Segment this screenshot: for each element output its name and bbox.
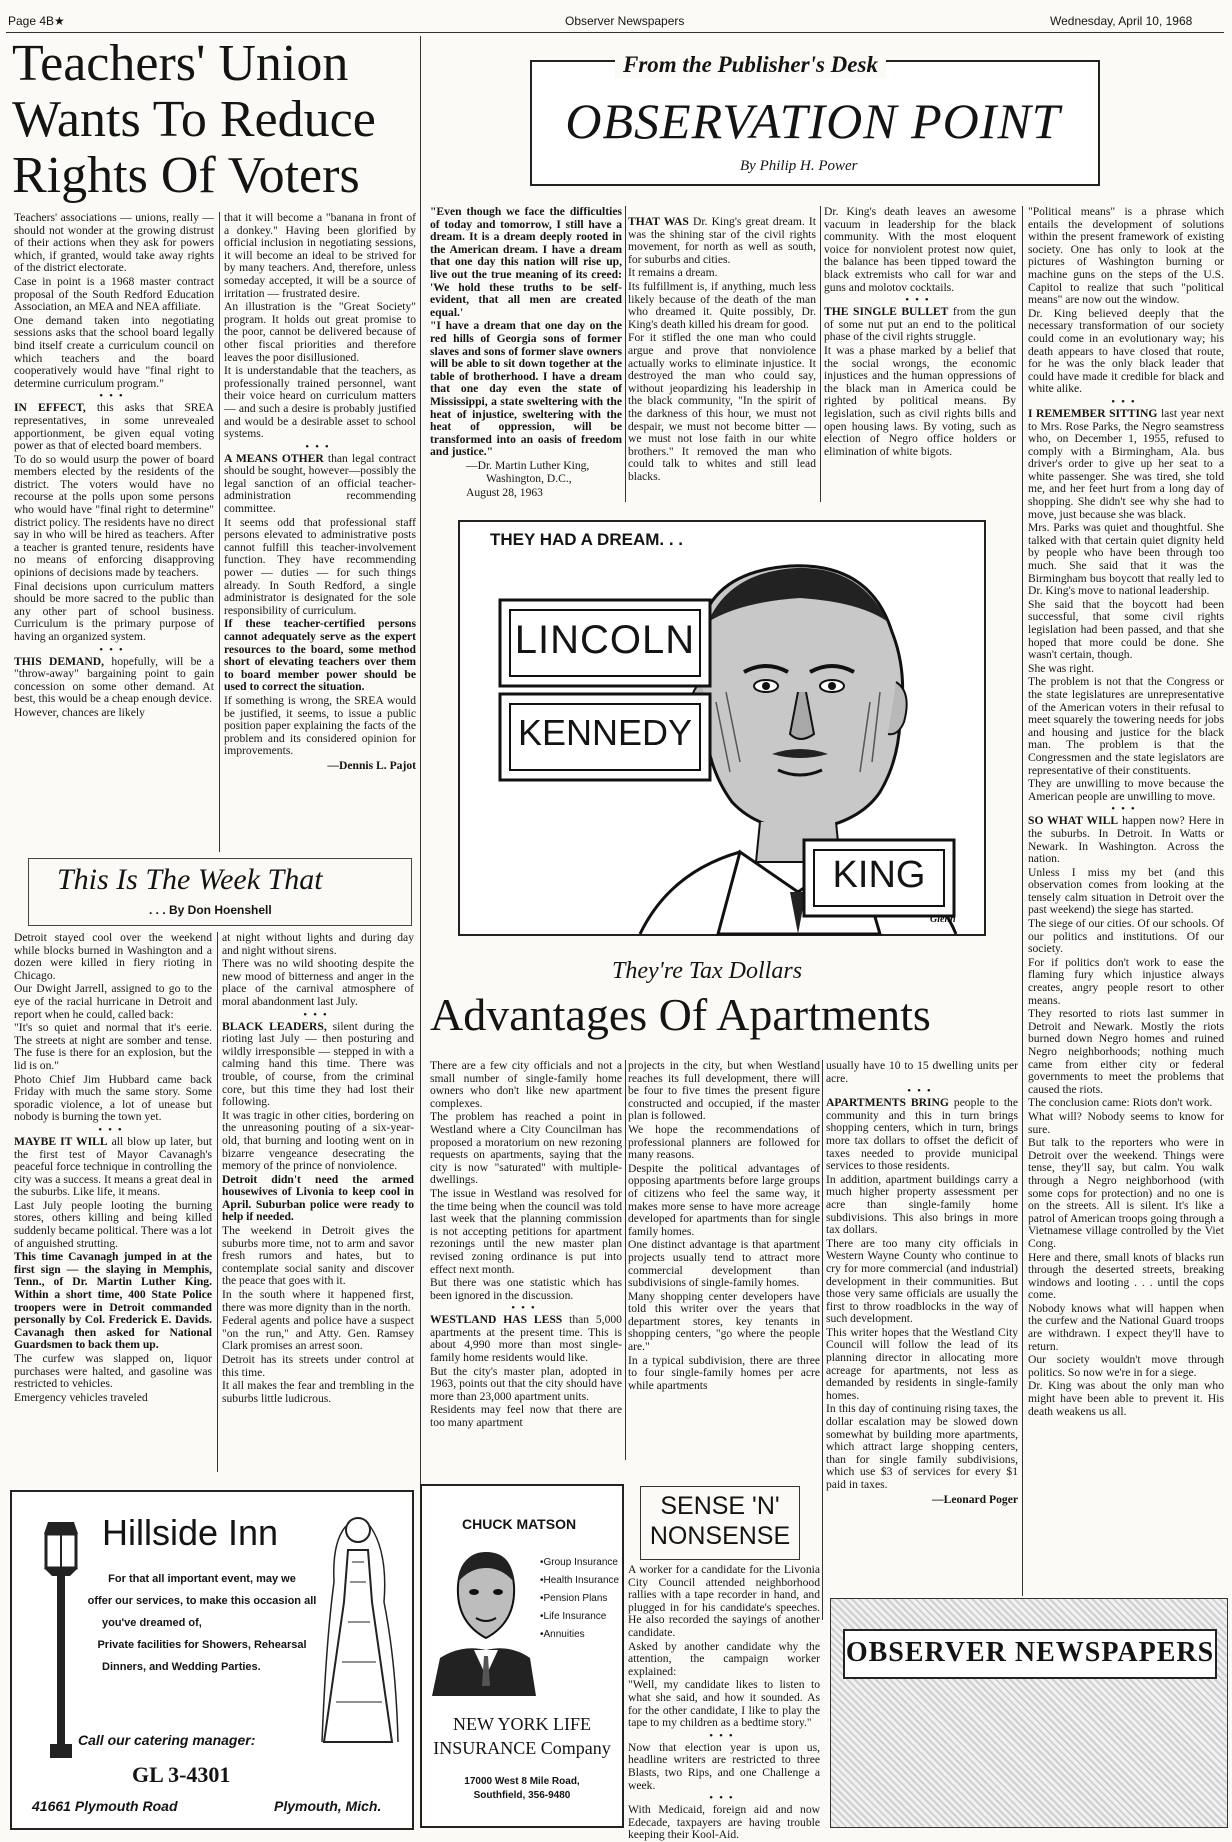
copy-line: Private facilities for Showers, Rehearsal bbox=[97, 1639, 307, 1651]
paragraph bbox=[1028, 408, 1224, 521]
section-dots: ••• bbox=[1111, 395, 1141, 408]
service-item: •Health Insurance bbox=[540, 1575, 620, 1586]
apartments-headline: Advantages Of Apartments bbox=[430, 989, 931, 1040]
paragraph bbox=[14, 1251, 212, 1352]
lead-in: A MEANS OTHER bbox=[224, 451, 324, 465]
paragraph-text: than legal contract should be sought, however—possibly the legal sanction of an official teacher-administration recommending committee. bbox=[224, 451, 416, 516]
sign-king: KING bbox=[832, 854, 926, 896]
paragraph bbox=[222, 1021, 414, 1109]
paragraph: Teachers' associations — unions, really — should not wonder at the growing distrust of their actions when they ask for powers which, if granted, would take away rights of the district electorate. bbox=[14, 211, 214, 275]
paragraph-text: last year next to Mrs. Rose Parks, the Negro seamstress who, on December 1, 1955, refused to comply with a Birmingham, Ala. bus driver's order to give up her seat to a white passenger. She was tired, she told me, and her feet hurt from a long day of shopping. She didn't see why she had to move, just because she was black. bbox=[1028, 406, 1224, 521]
publisher-column-4 bbox=[1028, 206, 1224, 1626]
bride-illustration bbox=[312, 1502, 404, 1752]
paragraph bbox=[222, 1174, 414, 1224]
header-rule bbox=[6, 32, 1224, 33]
observer-banner-inner bbox=[843, 1629, 1217, 1679]
paragraph: Our Dwight Jarrell, assigned to go to the eye of the racial hurricane in Detroit and report when he could, called back: bbox=[14, 982, 212, 1021]
paragraph bbox=[14, 402, 214, 452]
section-dots: ••• bbox=[99, 643, 129, 656]
catering-phone: GL 3-4301 bbox=[132, 1762, 231, 1787]
headline-line-3: Rights Of Voters bbox=[12, 147, 360, 204]
company-line: NEW YORK LIFE bbox=[453, 1714, 591, 1734]
paragraph-text: people to the community and this in turn brings shopping centers, which in turn, brings more tax dollars to offset the deficit of taxes needed to provide municipal services to those residents. bbox=[826, 1096, 1018, 1173]
paragraph: It remains a dream. bbox=[628, 266, 718, 280]
paragraph: Despite the political advantages of opposing apartments before large groups of citizens who feel the same way, it makes more sense to have more acreage developed for apartments than for single family homes. bbox=[628, 1161, 820, 1238]
paragraph: She said that the boycott had been successful, that some civil rights legislation had been passed, and that she hoped that more could be done. She wasn't certain, though. bbox=[1028, 597, 1224, 662]
paper-name: Observer Newspapers bbox=[565, 14, 685, 28]
publisher-byline: By Philip H. Power bbox=[740, 158, 858, 174]
paragraph: There are a few city officials and not a small number of single-family home owners who don't like new apartment complexes. bbox=[430, 1059, 622, 1110]
hillside-city: Plymouth, Mich. bbox=[274, 1798, 382, 1814]
paragraph: But the city's master plan, adopted in 1963, points out that the city should have more than 23,000 apartment units. bbox=[430, 1364, 622, 1403]
paragraph: The issue in Westland was resolved for the time being when the council was told last week that the planning commission is not accepting petitions for apartment rezonings until the new master plan revised zoning ordinance is put into effect next month. bbox=[430, 1186, 622, 1276]
paragraph: We hope the recommendations of professional planners are followed for many reasons. bbox=[628, 1122, 820, 1162]
paragraph: They are unwilling to move because the American people are unwilling to move. bbox=[1028, 777, 1224, 803]
paragraph: Dr. King's death leaves an awesome vacuum in leadership for the black community. With the most eloquent voice for nonviolent protest now quiet, the balance has been tipped toward the black extremists who call for war and guns and molotov cocktails. bbox=[824, 205, 1016, 294]
quote-date: August 28, 1963 bbox=[466, 486, 543, 500]
paragraph: But talk to the reporters who were in Detroit over the weekend. Things were tense, they'll say, but calm. You walk through a Negro neighborhood (with some cops for protection) and no one is on the streets. All is silent. It's like a patrol of American troops going through a Vietnamese village controlled by the Viet Cong. bbox=[1028, 1136, 1224, 1250]
sense-title-box bbox=[640, 1486, 800, 1560]
paragraph: One demand taken into negotiating sessions asks that the school board legally bind itself create a curriculum council on which teachers and the board cooperatively would have "final right to determine curriculum program." bbox=[14, 313, 214, 390]
lead-in: WESTLAND HAS LESS bbox=[430, 1313, 563, 1327]
copy-line: you've dreamed of, bbox=[102, 1617, 202, 1629]
paragraph: Its fulfillment is, if anything, much less likely because of the death of the man who dreamed it. Quite possibly, Dr. King's death killed his dream for good. bbox=[628, 279, 816, 331]
apartments-kicker: They're Tax Dollars bbox=[612, 958, 803, 984]
paragraph: projects in the city, but when Westland reaches its full development, there will be four to five times the present figure constructed and occupied, if the master plan is followed. bbox=[628, 1059, 820, 1123]
teachers-byline: —Dennis L. Pajot bbox=[327, 758, 416, 772]
matson-name: CHUCK MATSON bbox=[462, 1516, 577, 1532]
paragraph: Here and there, small knots of blacks run through the deserted streets, breaking windows and looting . . . until the cops come. bbox=[1028, 1250, 1224, 1302]
paragraph bbox=[430, 1314, 622, 1364]
hillside-address: 41661 Plymouth Road bbox=[32, 1798, 178, 1814]
paragraph: "Well, my candidate likes to listen to what she said, and how it sounded. As for the other candidate, I like to play the tape to my children as a bedtime story." bbox=[628, 1678, 820, 1730]
matson-services bbox=[540, 1556, 620, 1641]
paragraph: Our society wouldn't move through politics. So now we're in for a siege. bbox=[1028, 1353, 1224, 1379]
paragraph-text: silent during the rioting last July — then posturing and wildly irresponsible — stepped in with a calming hand this time. There was trouble, of course, from the criminal core, but this time they had lost their following. bbox=[222, 1019, 414, 1109]
observation-point-title: OBSERVATION POINT bbox=[565, 93, 1061, 149]
paragraph-text: from the gun of some nut put an end to the political phase of the civil rights struggle. bbox=[824, 305, 1016, 344]
teachers-headline bbox=[12, 36, 412, 204]
column-rule bbox=[219, 212, 220, 852]
king-cartoon bbox=[458, 520, 986, 936]
column-rule bbox=[1022, 206, 1023, 1596]
paragraph: In a typical subdivision, there are three to four single-family homes per acre while apartments bbox=[628, 1353, 820, 1392]
paragraph: It seems odd that professional staff persons elevated to administrative posts cannot fulfill this teacher-involvement function. They have recommending power — duties — for such things already. In South Redford, a single administrator is designated for the sole responsibility of curriculum. bbox=[224, 515, 416, 617]
paragraph: It is understandable that the teachers, as professionally trained personnel, want their voice heard on curriculum matters — and such a desire is probably justified and would be a desirable asset to school systems. bbox=[224, 364, 416, 441]
king-quote-column bbox=[430, 206, 622, 506]
paragraph: An illustration is the "Great Society" program. It holds out great promise to the poor, cannot be delivered because of other fiscal priorities and therefore leaves the poor disillusioned. bbox=[224, 300, 416, 364]
paragraph: Mrs. Parks was quiet and thoughtful. She talked with that certain quiet dignity held by people who have been through too much. She said that it was the Birmingham bus boycott that really led to Dr. King's move to national leadership. bbox=[1028, 521, 1224, 598]
paragraph: In this day of continuing rising taxes, the dollar escalation may be slowed down somewhat by building more apartments, which attract large shopping centers, than for single family subdivisions, which use $3 of services for every $1 paid in taxes. bbox=[826, 1402, 1018, 1491]
matson-portrait bbox=[432, 1546, 536, 1696]
paragraph-text: hopefully, will be a "throw-away" bargaining point to gain concession on some other demand. At best, this would be a cheap enough device. bbox=[14, 654, 214, 706]
apartments-column-2 bbox=[628, 1060, 820, 1460]
publisher-kicker bbox=[615, 52, 886, 78]
hillside-inn-name: Hillside Inn bbox=[102, 1512, 279, 1553]
column-rule bbox=[217, 932, 218, 1472]
copy-line: Dinners, and Wedding Parties. bbox=[102, 1661, 261, 1673]
column-rule bbox=[625, 206, 626, 502]
section-dots: ••• bbox=[99, 390, 129, 403]
paragraph: With Medicaid, foreign aid and now Edecade, taxpayers are having trouble keeping their Kool-Aid. bbox=[628, 1803, 820, 1842]
paragraph: Unless I miss my bet (and this observation comes from looking at the tensely calm situation in Detroit over the past weekend) the siege has started. bbox=[1028, 865, 1224, 917]
column-rule bbox=[625, 1060, 626, 1460]
paragraph-text: this asks that SREA representatives, in some unrevealed apportionment, be given equal voting power as that of elected board members. bbox=[14, 401, 214, 453]
quote-text: "Even though we face the difficulties of today and tomorrow, I still have a dream. It is a dream deeply rooted in the American dream. I have a dream that one day this nation will rise up, live out the true meaning of its creed: 'We hold these truths to be self-evident, that all men are created equal.' bbox=[430, 205, 622, 319]
paragraph: The curfew was slapped on, liquor purchases were halted, and gasoline was restricted to vehicles. bbox=[14, 1352, 212, 1391]
hillside-inn-ad bbox=[10, 1490, 414, 1830]
company-line: INSURANCE Company bbox=[433, 1738, 611, 1758]
cartoon-caption: THEY HAD A DREAM. . . bbox=[490, 530, 683, 549]
paragraph: Nobody knows what will happen when the curfew and the National Guard troops are withdrawn. I expect they'll have to return. bbox=[1028, 1301, 1224, 1353]
paragraph: that it will become a "banana in front of a donkey." Having been glorified by official inclusion in negotiating sessions, it will become an ideal to be strived for by many teachers. And, therefore, unless someday accepted, it will be a source of irritation — frustrated desire. bbox=[224, 211, 416, 300]
paragraph: The problem is not that the Congress or the state legislatures are unrepresentative of the American voters in their refusal to meet squarely the towering needs for jobs and housing and justice for the black man. The problem is that the Congressmen and the state legislators are representative of their constituents. bbox=[1028, 675, 1224, 777]
paragraph: Last July people looting the burning stores, others killing and being killed suddenly became political. There was a lot of anguished strutting. bbox=[14, 1198, 212, 1250]
paragraph bbox=[826, 1097, 1018, 1173]
paragraph: There are too many city officials in Western Wayne County who continue to cry for more commercial (and industrial) development in their communities. But those very same officials are usually the first to throw roadblocks in the way of such development. bbox=[826, 1236, 1018, 1326]
paragraph: But there was one statistic which has been ignored in the discussion. bbox=[430, 1276, 622, 1302]
cartoonist-signature: Glenn bbox=[930, 914, 956, 925]
paragraph bbox=[14, 1136, 212, 1199]
week-title-box bbox=[28, 858, 412, 926]
quote-text: "I have a dream that one day on the red hills of Georgia sons of former slaves and sons of former slave owners will be able to sit down together at the table of brotherhood. I have a dream that one day even the state of Mississippi, a state sweltering with the heat of injustice, sweltering with the heat of oppression, will be transformed into an oasis of freedom and justice." bbox=[430, 319, 622, 459]
paragraph: What will? Nobody seems to know for sure. bbox=[1028, 1109, 1224, 1136]
paragraph: Detroit stayed cool over the weekend while blocks burned in Washington and a dozen were killed in fiery rioting in Chicago. bbox=[14, 931, 212, 982]
paragraph: In addition, apartment buildings carry a much higher property assessment per acre than single-family home subdivisions. This also brings in more tax dollars. bbox=[826, 1172, 1018, 1237]
bold-paragraph: This time Cavanagh jumped in at the first sign — the slaying in Memphis, Tenn., of Dr. Martin Luther King. Within a short time, 400 State Police troopers were in Detroit commanded personally by Col. Frederick E. Davids. Cavanagh then asked for National Guardsmen to back them up. bbox=[14, 1250, 212, 1352]
paragraph-text: all blow up later, but the first test of Mayor Cavanagh's peaceful force technique in controlling the city was a success. It means a great deal in the suburbs. Like life, it means. bbox=[14, 1134, 212, 1199]
service-item: •Life Insurance bbox=[540, 1611, 607, 1622]
section-dots: ••• bbox=[303, 1008, 333, 1021]
paragraph: It was tragic in other cities, bordering on the unreasoning pouting of a six-year-old, that burning and looting went on in bizarre vengeance desecrating the memory of the prince of nonviolence. bbox=[222, 1108, 414, 1173]
week-byline: . . . By Don Hoenshell bbox=[149, 903, 272, 917]
lead-in: I REMEMBER SITTING bbox=[1028, 406, 1158, 420]
section-dots: ••• bbox=[1111, 803, 1141, 816]
publisher-column-2 bbox=[628, 216, 816, 512]
apartments-column-1 bbox=[430, 1060, 622, 1472]
paragraph: If something is wrong, the SREA would be justified, it seems, to issue a public position paper explaining the facts of the problem and its considered opinion for improvements. bbox=[224, 693, 416, 758]
lead-in: APARTMENTS BRING bbox=[826, 1096, 949, 1110]
paragraph: Many shopping center developers have told this writer over the years that department stores, key tenants in shopping centers, "go where the people are." bbox=[628, 1289, 820, 1354]
matson-company bbox=[432, 1712, 612, 1760]
kicker-text: From the Publisher's Desk bbox=[623, 52, 878, 77]
section-dots: ••• bbox=[709, 1729, 739, 1742]
copy-line: For that all important event, may we bbox=[108, 1573, 296, 1585]
observer-banner-text: OBSERVER NEWSPAPERS bbox=[845, 1637, 1215, 1668]
chuck-matson-ad bbox=[420, 1484, 624, 1828]
paragraph: "It's so quiet and normal that it's eerie. The streets at night are somber and tense. The fuse is there for an explosion, but the lid is on." bbox=[14, 1021, 212, 1072]
paragraph: The problem has reached a point in Westland where a City Councilman has proposed a moratorium on new rezoning requests on apartments, saying that the city is now "saturated" with multiple-dwellings. bbox=[430, 1110, 622, 1187]
paragraph bbox=[628, 216, 816, 266]
paragraph: Detroit has its streets under control at this time. bbox=[222, 1353, 414, 1379]
section-dots: ••• bbox=[905, 294, 935, 307]
paragraph: Asked by another candidate why the attention, the campaign worker explained: bbox=[628, 1639, 820, 1678]
headline-line-2: Wants To Reduce bbox=[12, 91, 376, 148]
section-dots: ••• bbox=[709, 1792, 739, 1805]
apartments-column-3 bbox=[826, 1060, 1018, 1600]
paragraph: Final decisions upon curriculum matters should be more sacred to the public than any other part of school business. Curriculum is the primary purpose of having an organized system. bbox=[14, 579, 214, 643]
service-item: •Group Insurance bbox=[540, 1557, 618, 1568]
paragraph: However, chances are likely bbox=[14, 705, 145, 719]
service-item: •Pension Plans bbox=[540, 1593, 608, 1604]
paragraph: They resorted to riots last summer in Detroit and Newark. Mostly the riots burned down Negro homes and ruined Negro neighborhoods; nothing much came from either city or federal governments to meet the problems that caused the riots. bbox=[1028, 1007, 1224, 1096]
paragraph: It was a phase marked by a belief that the social wrongs, the economic injustices and the human oppressions of the black man in America could be righted by political means. By legislation, such as civil rights bills and open housing laws. By voting, such as election of Negro office holders or elimination of white bigots. bbox=[824, 343, 1016, 458]
quote-place: Washington, D.C., bbox=[486, 472, 572, 486]
week-column-1 bbox=[14, 932, 212, 1492]
sense-title-line: SENSE 'N' bbox=[660, 1492, 780, 1520]
paragraph: Emergency vehicles traveled bbox=[14, 1390, 148, 1404]
section-dots: ••• bbox=[907, 1085, 937, 1098]
paragraph: Now that election year is upon us, headline writers are restricted to three Blasts, two Rips, and one Challenge a week. bbox=[628, 1740, 820, 1792]
paragraph: Dr. King believed deeply that the necessary transformation of our society could come in an evolutionary way; his death appears to have closed that route, for he was the only black leader that could have made it credible for black and white alike. bbox=[1028, 306, 1224, 396]
paragraph: The conclusion came: Riots don't work. bbox=[1028, 1096, 1213, 1110]
lead-in: BLACK LEADERS, bbox=[222, 1019, 327, 1033]
paragraph: She was right. bbox=[1028, 661, 1095, 675]
paragraph: at night without lights and during day and night without sirens. bbox=[222, 931, 414, 957]
lead-in: SO WHAT WILL bbox=[1028, 814, 1119, 828]
matson-address: 17000 West 8 Mile Road, bbox=[464, 1776, 580, 1787]
paragraph: Case in point is a 1968 master contract proposal of the South Redford Education Association, an MEA and NEA affiliate. bbox=[14, 274, 214, 314]
paragraph: A worker for a candidate for the Livonia City Council attended neighborhood rallies with a tape recorder in hand, and plugged in for his candidate's speeches. He also recorded the sayings of another candidate. bbox=[628, 1563, 820, 1639]
bold-paragraph: Detroit didn't need the armed housewives of Livonia to keep cool in April. Suburban police were ready to help if needed. bbox=[222, 1172, 414, 1224]
week-column-2 bbox=[222, 932, 414, 1492]
sense-column bbox=[628, 1563, 820, 1842]
paragraph bbox=[224, 453, 416, 516]
sense-title-line: NONSENSE bbox=[649, 1522, 791, 1550]
paragraph: Photo Chief Jim Hubbard came back Friday with much the same story. Some sporadic violence, a lot of unease but nobody is burning the town yet. bbox=[14, 1072, 212, 1124]
paragraph-text: happen now? Here in the suburbs. In Detroit. In Watts or Newark. In Washington. Across the nation. bbox=[1028, 814, 1224, 866]
paragraph bbox=[1028, 815, 1224, 865]
paragraph: Federal agents and police have a suspect "on the run," and Atty. Gen. Ramsey Clark promises an arrest soon. bbox=[222, 1314, 414, 1353]
apartments-byline: —Leonard Poger bbox=[932, 1492, 1018, 1506]
hillside-copy bbox=[82, 1568, 322, 1678]
lead-in: THE SINGLE BULLET bbox=[824, 305, 949, 319]
paragraph: There was no wild shooting despite the new mood of bitterness and anger in the place of the carnival atmosphere of moral abandonment last July. bbox=[222, 957, 414, 1008]
paragraph bbox=[14, 656, 214, 706]
sign-lincoln: LINCOLN bbox=[514, 618, 696, 662]
teachers-column-1 bbox=[14, 212, 214, 872]
teachers-column-2 bbox=[224, 212, 416, 872]
paragraph: usually have 10 to 15 dwelling units per acre. bbox=[826, 1059, 1018, 1085]
paragraph: For it stifled the one man who could argue and prove that nonviolence actually works to eliminate injustice. It destroyed the man who could say, without jeopardizing his leadership in the black community, "In the spirit of the darkness of this hour, we must not despair, we must not become bitter — we must not lose faith in our white brothers." It removed the man who could talk to whites and still lead blacks. bbox=[628, 331, 816, 483]
paragraph: It all makes the fear and trembling in the suburbs little ludicrous. bbox=[222, 1379, 414, 1405]
observer-banner bbox=[830, 1598, 1228, 1828]
matson-phone: Southfield, 356-9480 bbox=[473, 1790, 571, 1801]
issue-date: Wednesday, April 10, 1968 bbox=[1050, 14, 1193, 28]
paragraph: Residents may feel now that there are too many apartment bbox=[430, 1403, 622, 1430]
column-rule bbox=[822, 1060, 823, 1620]
week-title: This Is The Week That bbox=[57, 863, 323, 896]
paragraph: One distinct advantage is that apartment projects usually tend to attract more commercial development than subdivisions of single-family homes. bbox=[628, 1238, 820, 1290]
quote-attribution: —Dr. Martin Luther King, bbox=[466, 458, 590, 472]
paragraph: The siege of our cities. Of our schools. Of our politics and institutions. Of our society. bbox=[1028, 917, 1224, 956]
section-dots: ••• bbox=[98, 1123, 128, 1136]
headline-line-1: Teachers' Union bbox=[12, 35, 349, 92]
paragraph bbox=[824, 306, 1016, 344]
quote-paragraph bbox=[430, 320, 622, 459]
quote-paragraph bbox=[430, 206, 622, 319]
section-dots: ••• bbox=[305, 440, 335, 453]
column-rule bbox=[820, 206, 821, 502]
section-dots: ••• bbox=[511, 1302, 541, 1315]
paragraph-text: than 5,000 apartments at the present time. This is about 4,990 more than most single-family home residents would like. bbox=[430, 1313, 622, 1365]
paragraph: Dr. King was about the only man who might have been able to prevent it. His death weakens us all. bbox=[1028, 1379, 1224, 1418]
copy-line: offer our services, to make this occasion all bbox=[87, 1595, 317, 1607]
lead-in: THIS DEMAND, bbox=[14, 654, 105, 668]
publisher-column-3 bbox=[824, 206, 1016, 506]
lead-in: MAYBE IT WILL bbox=[14, 1134, 108, 1148]
paragraph: To do so would usurp the power of board members elected by the residents of the district. The voters would have no recourse at the polls upon some persons who would have "final right to determine" district policy. The residents have no direct say in who will be hired as teachers. After a teacher is granted tenure, residents have no means of enforcing disapproving opinions of decisions made by teachers. bbox=[14, 452, 214, 580]
paragraph: "Political means" is a phrase which entails the development of solutions within the present framework of existing society. One has only to look at the pictures of Washington burning or machine guns on the steps of the U.S. Capitol to realize that such "political means" are now out the window. bbox=[1028, 205, 1224, 307]
paragraph: This writer hopes that the Westland City Council will follow the lead of its planning director in allocating more acreage for apartments, not less as demanded by residents in single-family homes. bbox=[826, 1325, 1018, 1402]
paragraph: In the south where it happened first, there was more dignity than in the north. bbox=[222, 1288, 414, 1314]
bold-paragraph: If these teacher-certified persons cannot adequately serve as the expert resources to the board, some method short of elevating teachers over them to board member power should be used to correct the situation. bbox=[224, 617, 416, 694]
paragraph: The weekend in Detroit gives the suburbs more time, not to arm and savor fresh rumors and hates, but to contemplate social sanity and discover the peace that goes with it. bbox=[222, 1224, 414, 1288]
service-item: •Annuities bbox=[540, 1629, 585, 1640]
catering-call: Call our catering manager: bbox=[78, 1732, 256, 1748]
page-number: Page 4B★ bbox=[8, 14, 65, 28]
lead-in: IN EFFECT, bbox=[14, 401, 86, 415]
paragraph-text: Dr. King's great dream. It was the shining star of the civil rights movement, for north as well as south, for suburbs and cities. bbox=[628, 215, 816, 266]
lead-in: THAT WAS bbox=[628, 215, 689, 228]
paragraph: For if politics don't work to ease the flaming fury which injustice always creates, angry people resort to other means. bbox=[1028, 955, 1224, 1007]
paragraph bbox=[224, 618, 416, 694]
sign-kennedy: KENNEDY bbox=[517, 712, 693, 753]
